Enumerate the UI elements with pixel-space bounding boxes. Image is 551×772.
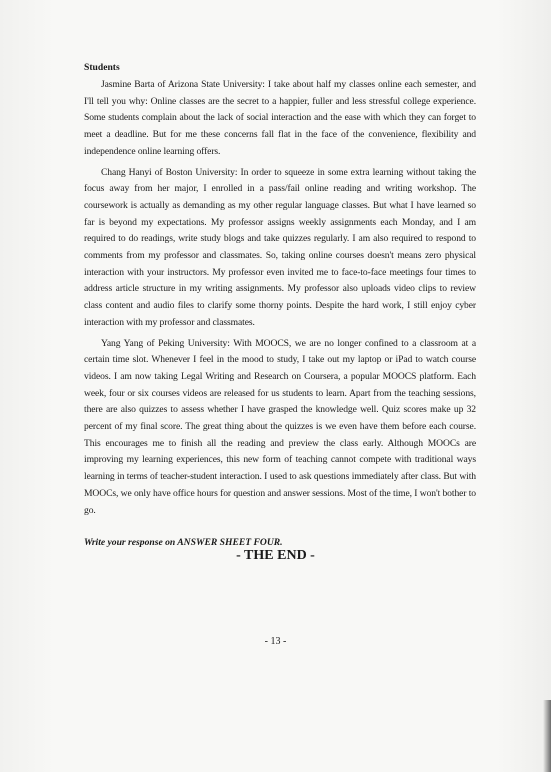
paragraph-yang-yang: Yang Yang of Peking University: With MOOCS, we are no longer confined to a classroom at a certain time slot. Whenever I feel in the mood to study, I take out my laptop or iPad to watch course videos. I am now taking Legal Writing and Research on Coursera, a popular MOOCS platform. Each week, four or six courses videos are released for us students to learn. Apart from the teaching sessions, there are also quizzes to assess whether I have grasped the knowledge well. Quiz scores make up 32 percent of my final score. The great thing about the quizzes is we even have them before each course. This encourages me to finish all the reading and preview the class early. Although MOOCs are improving my learning experiences, this new form of teaching cannot compete with traditional ways learning in terms of teacher-student interaction. I used to ask questions immediately after class. But with MOOCs, we only have office hours for question and answer sessions. Most of the time, I won't bother to go.: [84, 337, 476, 516]
main-content: [84, 60, 476, 551]
the-end-marker: - THE END -: [236, 548, 315, 563]
scan-edge-shadow: [543, 700, 551, 772]
answer-sheet-instruction: Write your response on ANSWER SHEET FOUR.: [84, 537, 283, 549]
paragraph-jasmine-barta: Jasmine Barta of Arizona State University: I take about half my classes online each semester, and I'll tell you why: Online classes are the secret to a happier, fuller and less stressful college experience. Some students complain about the lack of social interaction and the ease with which they can forget to meet a deadline. But for me these concerns fall flat in the face of the convenience, flexibility and independence online learning offers.: [84, 79, 476, 157]
page-number: - 13 -: [264, 636, 287, 647]
paragraph-chang-hanyi: Chang Hanyi of Boston University: In order to squeeze in some extra learning without taking the focus away from her major, I enrolled in a pass/fail online reading and writing workshop. The coursework is actually as demanding as my other regular language classes. But what I have learned so far is beyond my expectations. My professor assigns weekly assignments each Monday, and I am required to do readings, write study blogs and take quizzes regularly. I am also required to respond to comments from my professor and classmates. So, taking online courses doesn't means zero physical interaction with your instructors. My professor even invited me to face-to-face meetings four times to address article structure in my writing assignments. My professor also uploads video clips to review class content and audio files to clarify some thorny points. Despite the hard work, I still enjoy cyber interaction with my professor and classmates.: [84, 166, 476, 328]
section-heading: Students: [84, 62, 120, 73]
